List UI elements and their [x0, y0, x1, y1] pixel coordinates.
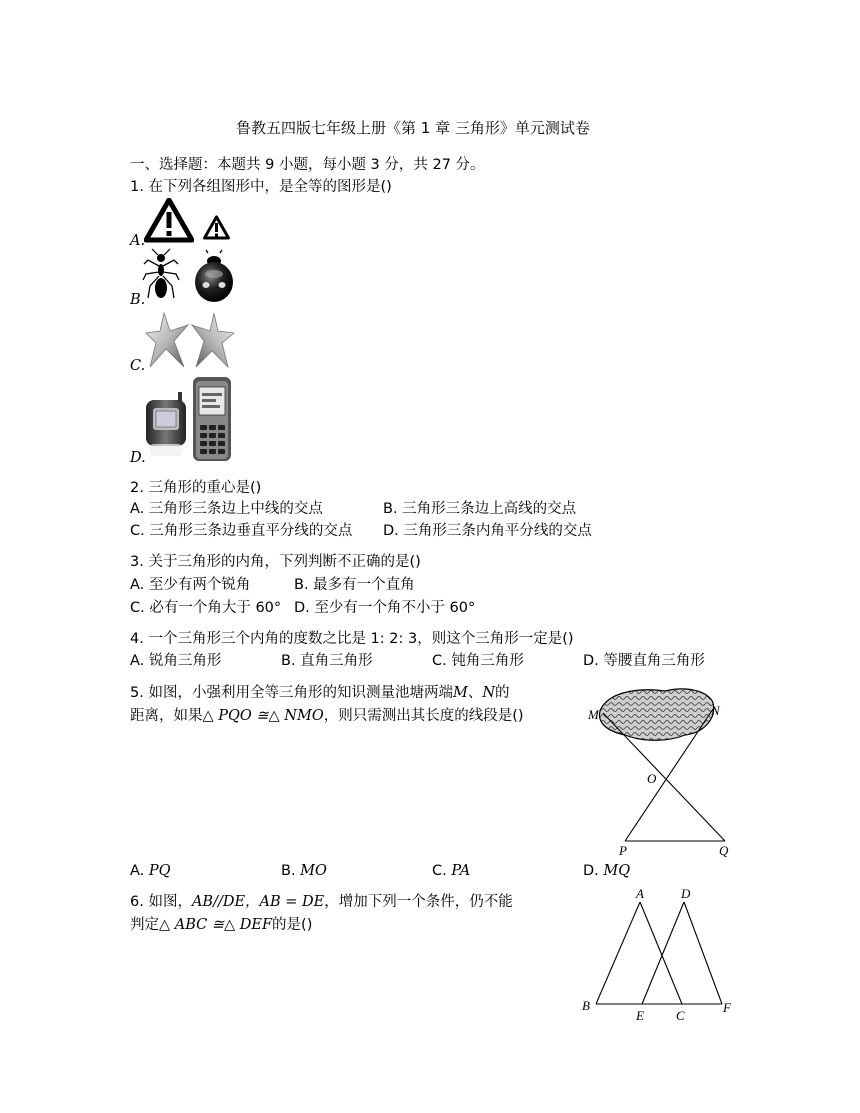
q6-stem-line2: 判定△ ABC ≅△ DEF的是()	[130, 917, 313, 933]
q1-option-d-label: D.	[130, 450, 146, 466]
q3-option-d: D. 至少有一个角不小于 60°	[294, 600, 476, 616]
q1-option-a-label: A.	[130, 233, 146, 249]
warning-sign-small-image	[203, 215, 230, 240]
q6-condition: AB//DE，AB = DE	[191, 894, 325, 910]
q3-option-a: A. 至少有两个锐角	[130, 577, 251, 593]
q1-option-b-label: B.	[130, 292, 146, 308]
ladybug-image	[192, 249, 236, 305]
q3-stem: 3. 关于三角形的内角，下列判断不正确的是()	[130, 554, 421, 570]
q2-option-b: B. 三角形三条边上高线的交点	[383, 501, 577, 517]
starfish-left-image	[144, 311, 190, 369]
section-header: 一、选择题：本题共 9 小题，每小题 3 分，共 27 分。	[130, 157, 485, 173]
q5-stem-line2: 距离，如果△ PQO ≅△ NMO，则只需测出其长度的线段是()	[130, 708, 524, 724]
q6-triangles-figure	[578, 886, 738, 1024]
ant-image	[142, 248, 180, 304]
q6-label-c: C	[676, 1008, 685, 1023]
q5-option-d: D. MQ	[583, 863, 631, 879]
q6-label-d: D	[681, 886, 691, 901]
q5-pond-figure	[585, 683, 745, 858]
q5-option-c: C. PA	[432, 863, 471, 879]
q3-option-c: C. 必有一个角大于 60°	[130, 600, 282, 616]
q5-stem-line1: 5. 如图，小强利用全等三角形的知识测量池塘两端M、N的	[130, 685, 510, 701]
q4-option-c: C. 钝角三角形	[432, 653, 524, 669]
q2-option-d: D. 三角形三条内角平分线的交点	[383, 523, 592, 539]
q6-stem-line1: 6. 如图，AB//DE，AB = DE，增加下列一个条件，仍不能	[130, 894, 513, 910]
q2-option-a: A. 三角形三条边上中线的交点	[130, 501, 323, 517]
warning-sign-large-image	[144, 198, 194, 243]
q4-option-a: A. 锐角三角形	[130, 653, 222, 669]
starfish-right-image	[190, 311, 236, 369]
page-title: 鲁教五四版七年级上册《第 1 章 三角形》单元测试卷	[236, 119, 590, 137]
q6-label-f: F	[723, 1000, 731, 1015]
q5-label-n: N	[711, 703, 720, 718]
q5-option-a: A. PQ	[130, 863, 171, 879]
q1-stem: 1. 在下列各组图形中，是全等的图形是()	[130, 179, 392, 195]
q6-label-a: A	[636, 886, 644, 901]
q4-option-b: B. 直角三角形	[281, 653, 373, 669]
q5-label-p: P	[619, 843, 627, 858]
q3-option-b: B. 最多有一个直角	[294, 577, 415, 593]
q5-label-o: O	[647, 771, 657, 786]
flip-phone-image	[144, 386, 188, 464]
q2-stem: 2. 三角形的重心是()	[130, 480, 262, 496]
q5-option-b: B. MO	[281, 863, 327, 879]
q5-label-q: Q	[719, 843, 729, 858]
q6-label-b: B	[582, 998, 590, 1013]
candybar-phone-image	[190, 375, 234, 463]
pond-shape	[599, 689, 713, 740]
q5-congruence: △ PQO ≅△ NMO	[202, 708, 324, 724]
q2-option-c: C. 三角形三条边垂直平分线的交点	[130, 523, 353, 539]
q4-option-d: D. 等腰直角三角形	[583, 653, 705, 669]
q4-stem: 4. 一个三角形三个内角的度数之比是 1: 2: 3，则这个三角形一定是()	[130, 631, 574, 647]
q5-label-m: M	[588, 707, 599, 722]
q1-option-c-label: C.	[130, 358, 146, 374]
q6-congruence: △ ABC ≅△ DEF	[159, 917, 273, 933]
q6-label-e: E	[636, 1008, 644, 1023]
